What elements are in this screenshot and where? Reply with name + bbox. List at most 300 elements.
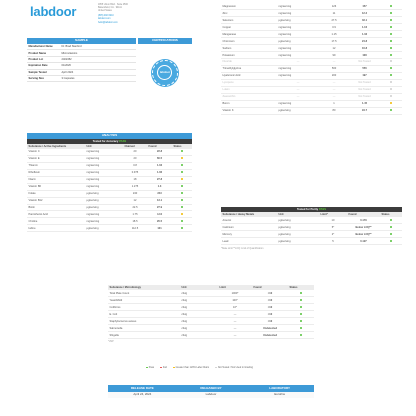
ingredient-claimed: 18.5	[123, 218, 147, 225]
release-value: Eurofins	[245, 392, 314, 399]
ingredient-found: Not Tested	[349, 79, 380, 86]
sample-field-value: Microvitamins	[60, 50, 136, 56]
microbe-unit: cfu/g	[180, 318, 218, 325]
table-row	[27, 211, 192, 218]
microbiology-footnote: *USP	[108, 341, 114, 344]
microbe-found: Undetected	[252, 332, 288, 339]
table-row	[27, 176, 192, 183]
metal-name: Lead	[221, 238, 277, 245]
ingredient-claimed: 1	[319, 100, 349, 107]
ingredient-claimed: 200	[319, 72, 349, 79]
legend-yellow-dot-icon	[173, 367, 175, 369]
certifications-section	[138, 38, 192, 44]
ingredient-name: Chromium	[221, 38, 277, 45]
legend-item	[215, 366, 253, 369]
sample-table	[27, 44, 136, 83]
ingredient-claimed: 1.75	[123, 211, 147, 218]
table-row	[221, 107, 402, 114]
table-row	[221, 38, 402, 45]
status-green-dot-icon	[181, 164, 183, 166]
ingredient-name: Niacin	[27, 176, 85, 183]
microbe-limit: 100*	[218, 297, 252, 304]
ingredient-name: Thiamin	[27, 162, 85, 169]
ingredient-name: Biotin	[27, 204, 85, 211]
ingredient-unit: mg/serving	[85, 155, 123, 162]
status-cell	[172, 190, 192, 197]
minerals-section	[221, 3, 402, 115]
table-row	[221, 3, 402, 10]
status-green-dot-icon	[390, 40, 392, 42]
ingredient-found: 22.8	[147, 149, 172, 156]
metal-found: Below LOQ**	[347, 231, 380, 238]
column-header: Found	[347, 212, 380, 217]
microbe-name: Salmonella	[108, 325, 180, 332]
status-green-dot-icon	[390, 233, 392, 235]
legend-label: Not Tested / Not Used in Grading	[217, 366, 253, 369]
metal-found: 0.127	[347, 238, 380, 245]
contact-website[interactable]: labdoor.com	[98, 18, 111, 21]
seal-label: labdoor	[159, 69, 171, 74]
microbe-found: <10	[252, 290, 288, 297]
status-green-dot-icon	[300, 306, 302, 308]
ingredient-unit: mg/serving	[85, 162, 123, 169]
ingredient-claimed: —	[319, 86, 349, 93]
purity-key: Purity	[310, 208, 319, 211]
status-cell	[380, 45, 402, 52]
table-row	[108, 311, 314, 318]
column-header: Unit	[180, 285, 218, 290]
ingredient-found: 4.10	[147, 211, 172, 218]
status-green-dot-icon	[181, 185, 183, 187]
purity-table	[221, 212, 402, 245]
ingredient-name: Vitamin K	[221, 107, 277, 114]
table-row	[108, 304, 314, 311]
sample-field-label: Serving Size	[27, 75, 60, 81]
status-green-dot-icon	[300, 299, 302, 301]
column-header: Unit	[277, 212, 319, 217]
column-header: Status	[172, 144, 192, 149]
table-row	[27, 162, 192, 169]
ingredient-claimed: 12	[123, 197, 147, 204]
ingredient-name: Vitamin E	[27, 155, 85, 162]
ingredient-name: Riboflavin	[27, 169, 85, 176]
table-row	[27, 183, 192, 190]
status-cell	[380, 52, 402, 59]
status-yellow-dot-icon	[181, 157, 183, 159]
sample-title: SAMPLE	[27, 38, 136, 44]
purity-pass-badge: PASS	[318, 208, 327, 211]
certifications-title: CERTIFICATIONS	[138, 38, 192, 44]
ingredient-claimed: 27.5	[319, 17, 349, 24]
column-header: Substance / Heavy Metals	[221, 212, 277, 217]
ingredient-found: Not Tested	[349, 86, 380, 93]
status-cell	[288, 318, 314, 325]
ingredient-found: 1.3	[147, 183, 172, 190]
ingredient-claimed: 18	[123, 176, 147, 183]
ingredient-unit: mg/serving	[277, 65, 319, 72]
sample-field-label: Product Lot	[27, 56, 60, 62]
status-green-dot-icon	[390, 74, 392, 76]
table-row	[221, 72, 402, 79]
ingredient-found: 27.9	[147, 204, 172, 211]
table-row	[221, 10, 402, 17]
microbe-found: <10	[252, 311, 288, 318]
ingredient-claimed: 1.275	[123, 183, 147, 190]
accuracy-prefix: Tested for	[92, 139, 106, 143]
release-value: Labdoor	[177, 392, 246, 399]
microbe-limit: 1000*	[218, 290, 252, 297]
status-green-dot-icon	[181, 199, 183, 201]
address-line: Bakersfield, CA · 94111	[98, 7, 122, 10]
microbe-unit: cfu/g	[180, 332, 218, 339]
contact-email[interactable]: hello@labdoor.com	[98, 21, 118, 24]
ingredient-unit: mg/serving	[277, 31, 319, 38]
microbe-unit: cfu/g	[180, 290, 218, 297]
ingredient-claimed: 80	[319, 107, 349, 114]
ingredient-unit: —	[277, 79, 319, 86]
status-cell	[172, 155, 192, 162]
column-header: Status	[380, 212, 402, 217]
microbe-unit: cfu/g	[180, 325, 218, 332]
metal-name: Arsenic	[221, 217, 277, 224]
status-green-dot-icon	[390, 19, 392, 21]
status-green-dot-icon	[390, 219, 392, 221]
ingredient-name: Boron	[221, 100, 277, 107]
microbe-found: <10	[252, 297, 288, 304]
status-cell	[172, 204, 192, 211]
status-cell	[172, 197, 192, 204]
status-green-dot-icon	[390, 54, 392, 56]
table-row	[221, 65, 402, 72]
ingredient-claimed: 11	[319, 10, 349, 17]
table-row	[27, 155, 192, 162]
table-row	[221, 17, 402, 24]
ingredient-name: Choline	[27, 218, 85, 225]
status-cell	[288, 297, 314, 304]
purity-footnote: *State Limit **LOQ: Limit of Quantification	[221, 248, 264, 251]
status-cell	[380, 100, 402, 107]
ingredient-unit: µg/serving	[85, 190, 123, 197]
accuracy-pass-badge: PASS	[119, 139, 127, 143]
ingredient-name: Manganese	[221, 31, 277, 38]
ingredient-found: 197	[349, 72, 380, 79]
status-cell	[380, 65, 402, 72]
status-yellow-dot-icon	[181, 178, 183, 180]
status-green-dot-icon	[390, 226, 392, 228]
release-section	[108, 385, 314, 398]
ingredient-claimed: —	[319, 79, 349, 86]
column-header: Unit	[85, 144, 123, 149]
ingredient-unit: mg/serving	[277, 3, 319, 10]
sample-field-value: 3 Capsules	[60, 75, 136, 81]
table-row	[27, 169, 192, 176]
ingredient-claimed: 22.5	[123, 204, 147, 211]
legend-green-dot-icon	[146, 367, 148, 369]
status-green-dot-icon	[390, 12, 392, 14]
ingredient-found: 94.7	[349, 107, 380, 114]
sample-field-label: Expiration Date	[27, 63, 60, 69]
status-gray-dot-icon	[390, 81, 392, 83]
ingredient-unit: —	[277, 86, 319, 93]
ingredient-name: Potassium	[221, 52, 277, 59]
ingredient-unit: mg/serving	[85, 169, 123, 176]
ingredient-found: 20.5	[147, 218, 172, 225]
release-column-header: LABORATORY	[245, 385, 314, 392]
microbiology-section	[108, 285, 314, 343]
table-row	[108, 332, 314, 339]
status-gray-dot-icon	[390, 60, 392, 62]
status-cell	[380, 3, 402, 10]
table-row	[27, 218, 192, 225]
table-row	[27, 197, 192, 204]
legend-gray-dot-icon	[215, 367, 217, 369]
status-cell	[380, 59, 402, 66]
status-cell	[380, 93, 402, 100]
status-cell	[288, 311, 314, 318]
table-row	[27, 190, 192, 197]
ingredient-name: Zinc	[221, 10, 277, 17]
metal-found: 0.179	[347, 217, 380, 224]
accuracy-table	[27, 144, 192, 233]
status-cell	[380, 38, 402, 45]
ingredient-claimed: 17.5	[319, 38, 349, 45]
status-cell	[172, 225, 192, 232]
ingredient-unit: µg/serving	[85, 204, 123, 211]
table-row	[108, 290, 314, 297]
ingredient-found: 556	[349, 65, 380, 72]
status-cell	[172, 149, 192, 156]
ingredient-found: 108	[349, 52, 380, 59]
status-cell	[288, 332, 314, 339]
ingredient-claimed: 112.5	[123, 225, 147, 232]
sample-field-value: April 2024	[60, 69, 136, 75]
ingredient-found: 1.06	[147, 169, 172, 176]
ingredient-claimed: 0.8	[123, 162, 147, 169]
table-row	[221, 31, 402, 38]
status-cell	[172, 218, 192, 225]
ingredient-found: 121	[147, 225, 172, 232]
table-row	[221, 238, 402, 245]
ingredient-claimed: 500	[319, 65, 349, 72]
microbe-limit: —	[218, 325, 252, 332]
ingredient-found: 24.8	[349, 38, 380, 45]
metal-limit: 5*	[319, 224, 347, 231]
ingredient-unit: mg/serving	[277, 24, 319, 31]
metal-unit: µg/serving	[277, 231, 319, 238]
ingredient-claimed: 126	[319, 3, 349, 10]
status-green-dot-icon	[390, 67, 392, 69]
metal-unit: µg/serving	[277, 238, 319, 245]
status-cell	[380, 72, 402, 79]
column-header: Claimed	[123, 144, 147, 149]
sample-field-value: 01/2026	[60, 63, 136, 69]
status-cell	[380, 31, 402, 38]
status-legend	[146, 366, 253, 369]
status-gray-dot-icon	[390, 88, 392, 90]
microbe-name: Coliforms	[108, 304, 180, 311]
status-green-dot-icon	[181, 227, 183, 229]
column-header: Found	[147, 144, 172, 149]
address-line: United States	[98, 10, 112, 13]
microbe-limit: —	[218, 318, 252, 325]
status-green-dot-icon	[300, 334, 302, 336]
ingredient-found: 1.03	[147, 162, 172, 169]
legend-item	[146, 366, 154, 369]
sample-row	[27, 75, 136, 81]
status-cell	[380, 24, 402, 31]
legend-label: Pass	[148, 366, 155, 369]
status-cell	[380, 224, 402, 231]
table-row	[221, 100, 402, 107]
status-cell	[172, 169, 192, 176]
legend-red-dot-icon	[160, 367, 162, 369]
metal-limit: 5	[319, 238, 347, 245]
status-cell	[172, 176, 192, 183]
ingredient-unit: mg/serving	[85, 211, 123, 218]
table-row	[221, 224, 402, 231]
status-green-dot-icon	[390, 26, 392, 28]
ingredient-name: Fluoride	[221, 59, 277, 66]
purity-prefix: Tested for	[296, 208, 310, 211]
ingredient-name: Zeaxanthin	[221, 93, 277, 100]
ingredient-found: Not Tested	[349, 93, 380, 100]
ingredient-found: 27.8	[147, 176, 172, 183]
status-cell	[380, 238, 402, 245]
status-cell	[288, 304, 314, 311]
status-green-dot-icon	[390, 240, 392, 242]
ingredient-found: 1.45	[349, 100, 380, 107]
microbe-unit: cfu/g	[180, 304, 218, 311]
microbe-limit: —	[218, 332, 252, 339]
ingredient-claimed: 20	[123, 149, 147, 156]
ingredient-unit: µg/serving	[277, 107, 319, 114]
ingredient-found: Not Tested	[349, 59, 380, 66]
labdoor-logo: labdoor	[30, 4, 77, 19]
metal-name: Cadmium	[221, 224, 277, 231]
labdoor-certified-seal	[152, 60, 178, 86]
ingredient-name: Folate	[27, 190, 85, 197]
status-cell	[288, 290, 314, 297]
status-cell	[172, 162, 192, 169]
status-cell	[380, 86, 402, 93]
table-row	[108, 318, 314, 325]
ingredient-name: Trimethylglycine	[221, 65, 277, 72]
microbe-limit: 10*	[218, 304, 252, 311]
status-yellow-dot-icon	[181, 213, 183, 215]
table-row	[221, 86, 402, 93]
ingredient-found: 243	[147, 190, 172, 197]
ingredient-name: Vitamin B12	[27, 197, 85, 204]
microbe-unit: cfu/g	[180, 297, 218, 304]
microbe-name: E. Coli	[108, 311, 180, 318]
sample-field-value: 2402452	[60, 56, 136, 62]
ingredient-unit: mg/serving	[277, 72, 319, 79]
microbe-unit: cfu/g	[180, 311, 218, 318]
status-green-dot-icon	[390, 5, 392, 7]
status-green-dot-icon	[181, 192, 183, 194]
column-header: Substance / Active Ingredients	[27, 144, 85, 149]
status-green-dot-icon	[181, 150, 183, 152]
status-green-dot-icon	[300, 292, 302, 294]
sample-section	[27, 38, 136, 82]
table-row	[221, 59, 402, 66]
column-header: Substance / Microbiology	[108, 285, 180, 290]
table-row	[27, 204, 192, 211]
metal-found: Below LOQ**	[347, 224, 380, 231]
table-row	[221, 79, 402, 86]
ingredient-unit: µg/serving	[277, 17, 319, 24]
status-green-dot-icon	[300, 320, 302, 322]
ingredient-name: Iodine	[27, 225, 85, 232]
microbe-found: <10	[252, 304, 288, 311]
ingredient-name: Selenium	[221, 17, 277, 24]
status-yellow-dot-icon	[390, 102, 392, 104]
microbe-limit: —	[218, 311, 252, 318]
ingredient-name: Vitamin C	[27, 149, 85, 156]
ingredient-name: Copper	[221, 24, 277, 31]
status-cell	[380, 17, 402, 24]
table-row	[27, 149, 192, 156]
ingredient-name: Vitamin B6	[27, 183, 85, 190]
status-cell	[380, 107, 402, 114]
ingredient-unit: µg/serving	[85, 197, 123, 204]
ingredient-unit: mg/serving	[85, 149, 123, 156]
column-header: Limit*	[319, 212, 347, 217]
ingredient-name: Pantothenic Acid	[27, 211, 85, 218]
ingredient-found: 60.5	[147, 155, 172, 162]
ingredient-unit: —	[277, 93, 319, 100]
contact-phone[interactable]: (805) 482-5210	[98, 15, 114, 18]
status-cell	[172, 211, 192, 218]
column-header: Found	[252, 285, 288, 290]
status-green-dot-icon	[390, 109, 392, 111]
status-green-dot-icon	[181, 220, 183, 222]
legend-item	[160, 366, 167, 369]
ingredient-found: 13.1	[147, 197, 172, 204]
ingredient-name: Sodium	[221, 45, 277, 52]
status-cell	[380, 231, 402, 238]
ingredient-found: 1.33	[349, 31, 380, 38]
ingredient-found: 12.2	[349, 10, 380, 17]
microbe-name: Staphylococcus aureus	[108, 318, 180, 325]
metal-unit: µg/serving	[277, 224, 319, 231]
legend-item	[173, 366, 209, 369]
ingredient-name: Hyaluronic Acid	[221, 72, 277, 79]
table-row	[27, 225, 192, 232]
table-row	[221, 217, 402, 224]
status-cell	[380, 79, 402, 86]
purity-section	[221, 207, 402, 250]
ingredient-claimed: 0.9	[319, 24, 349, 31]
ingredient-claimed: 1.15	[319, 31, 349, 38]
ingredient-claimed: —	[319, 93, 349, 100]
ingredient-claimed: —	[319, 59, 349, 66]
release-column-header: RELEASE DATE	[108, 385, 177, 392]
sample-field-label: Product Name	[27, 50, 60, 56]
minerals-table	[221, 3, 402, 115]
ingredient-claimed: 240	[123, 190, 147, 197]
table-row	[221, 231, 402, 238]
ingredient-claimed: 20	[123, 155, 147, 162]
status-cell	[288, 325, 314, 332]
accuracy-key: Accuracy	[106, 139, 119, 143]
table-row	[221, 93, 402, 100]
table-row	[221, 52, 402, 59]
ingredient-unit: —	[277, 59, 319, 66]
microbe-name: Total Plate Count	[108, 290, 180, 297]
microbe-found: <10	[252, 318, 288, 325]
status-green-dot-icon	[181, 171, 183, 173]
